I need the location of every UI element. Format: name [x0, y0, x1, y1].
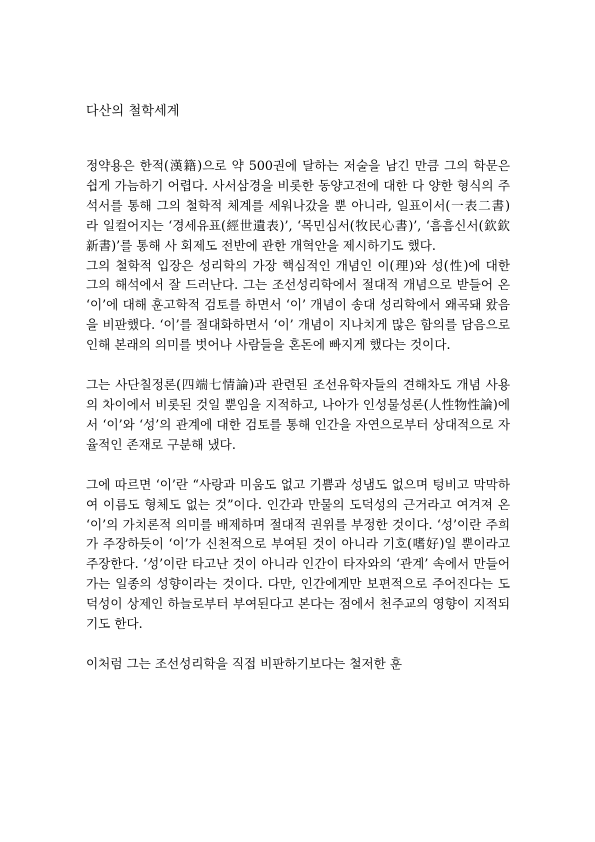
document-body	[86, 156, 510, 674]
paragraph-5: 이처럼 그는 조선성리학을 직접 비판하기보다는 철저한 훈	[86, 655, 402, 671]
document-title: 다산의 철학세계	[86, 104, 180, 119]
paragraph-3: 그는 사단칠정론(四端七情論)과 관련된 조선유학자들의 견해차도 개념 사용의 차이에서 비롯된 것일 뿐임을 지적하고, 나아가 인성물성론(人性物性論)에서 ‘이’와 ‘성’의 관계에 대한 검토를 통해 인간을 자연으로부터 상대적으로 자율적인 존재로 구분해 냈다.	[86, 377, 510, 452]
paragraph-2: 그의 철학적 입장은 성리학의 가장 핵심적인 개념인 이(理)와 성(性)에 대한 그의 해석에서 잘 드러난다. 그는 조선성리학에서 절대적 개념으로 받들어 온 ‘이’에 대해 훈고학적 검토를 하면서 ‘이’ 개념이 송대 성리학에서 왜곡돼 왔음을 비판했다. ‘이’를 절대화하면서 ‘이’ 개념이 지나치게 많은 함의를 담음으로 인해 본래의 의미를 벗어나 사람들을 혼돈에 빠지게 했다는 것이다.	[86, 257, 510, 353]
paragraph-4: 그에 따르면 ‘이’란 “사랑과 미움도 없고 기쁨과 성냄도 없으며 텅비고 막막하여 이름도 형체도 없는 것”이다. 인간과 만물의 도덕성의 근거라고 여겨져 온 ‘이’의 가치론적 의미를 배제하며 절대적 권위를 부정한 것이다. ‘성’이란 주희가 주장하듯이 ‘이’가 신천적으로 부여된 것이 아니라 기호(嗜好)일 뿐이라고 주장한다. ‘성’이란 타고난 것이 아니라 인간이 타자와의 ‘관계’ 속에서 만들어가는 일종의 성향이라는 것이다. 다만, 인간에게만 보편적으로 주어진다는 도덕성이 상제인 하늘로부터 부여된다고 본다는 점에서 천주교의 영향이 지적되기도 한다.	[86, 476, 510, 632]
paragraph-1: 정약용은 한적(漢籍)으로 약 500권에 달하는 저술을 남긴 만큼 그의 학문은 쉽게 가늠하기 어렵다. 사서삼경을 비롯한 동양고전에 대한 다 양한 형식의 주석서를 통해 그의 철학적 체계를 세워나갔을 뿐 아니라, 일표이서(一表二書)라 일컬어지는 ‘경세유표(經世遺表)’, ‘목민심서(牧民心書)’, ‘흠흠신서(欽欽新書)’를 통해 사 회제도 전반에 관한 개혁안을 제시하기도 했다.	[86, 158, 510, 253]
